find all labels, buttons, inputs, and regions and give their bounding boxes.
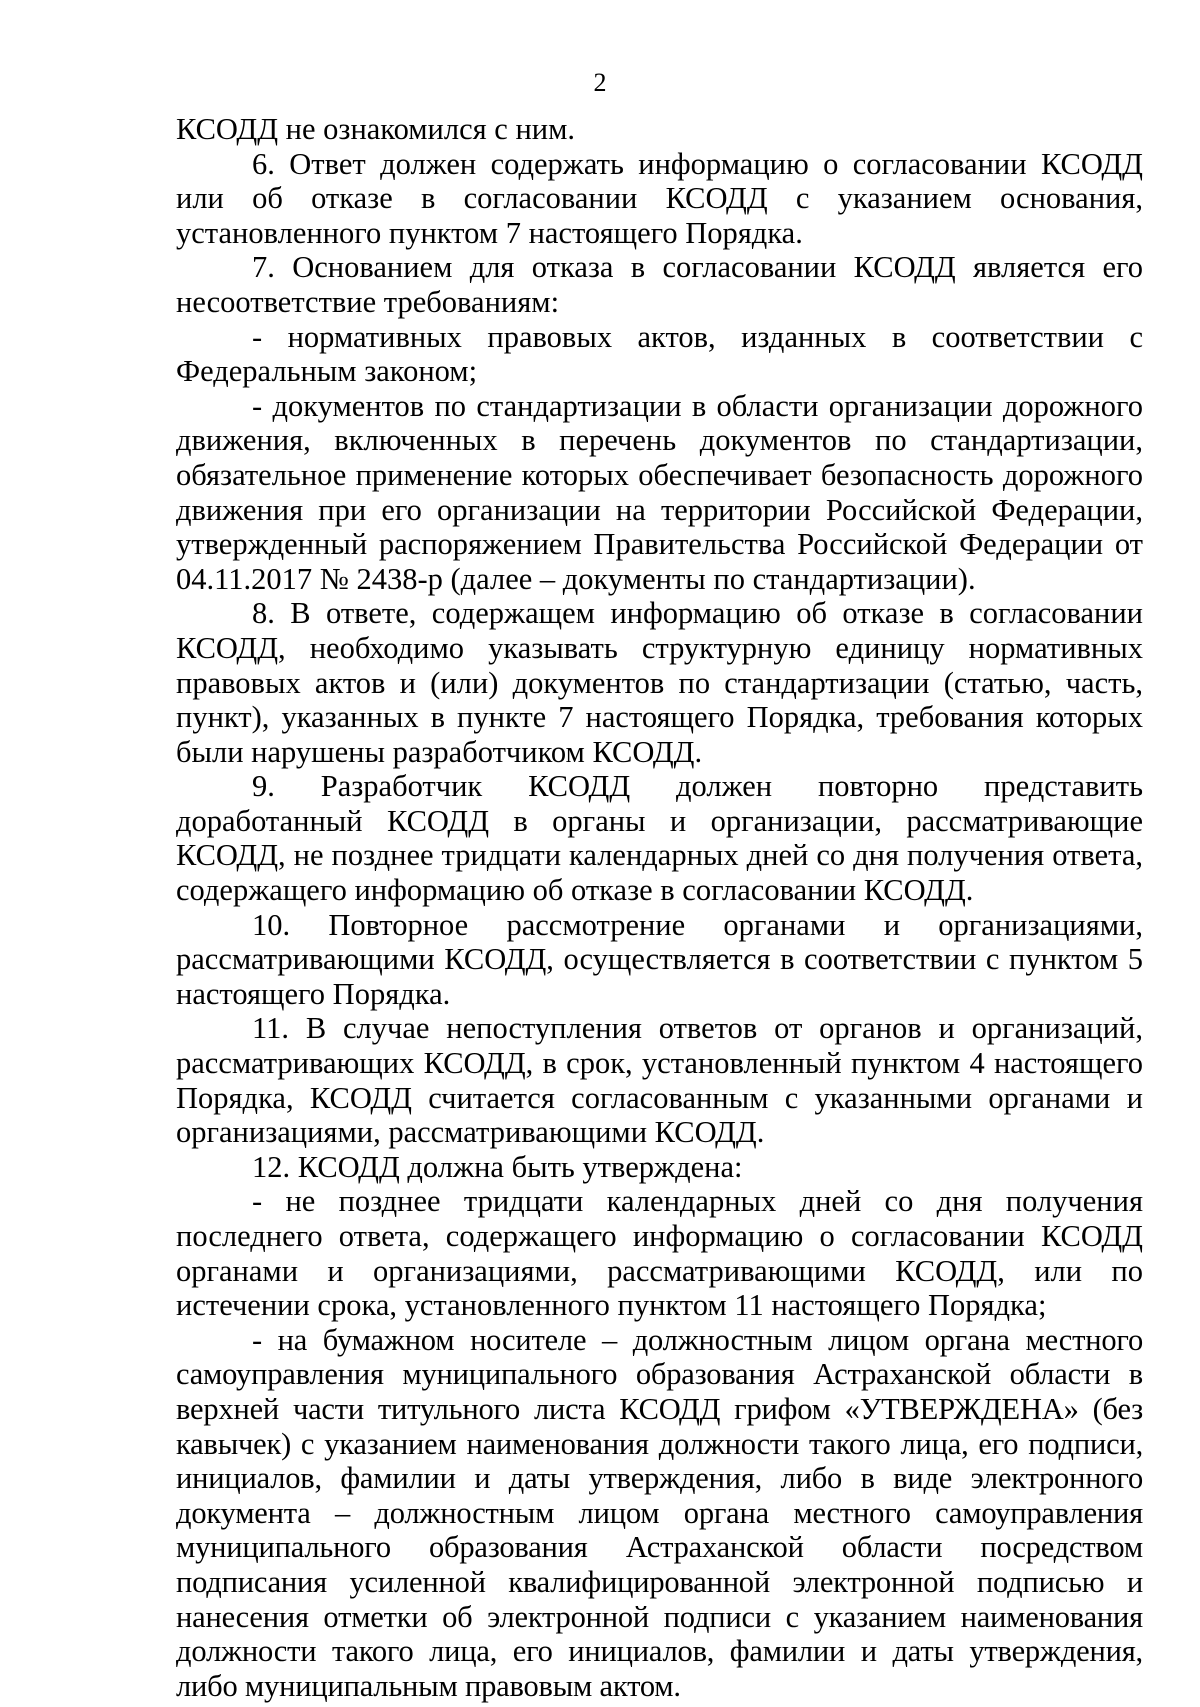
paragraph-item-12-list-2: - на бумажном носителе – должностным лицом органа местного самоуправления муниципального образования Астраханской области в верхней части титульного листа КСОДД грифом «УТВЕРЖДЕНА» (без кавычек) с указанием наименования должности такого лица, его подписи, инициалов, фамилии и даты утверждения, либо в виде электронного документа – должностным лицом органа местного самоуправления муниципального образования Астраханской области посредством подписания усиленной квалифицированной электронной подписью и нанесения отметки об электронной подписи с указанием наименования должности такого лица, его инициалов, фамилии и даты утверждения, либо муниципальным правовым актом.	[176, 1322, 1143, 1703]
paragraph-item-9: 9. Разработчик КСОДД должен повторно представить доработанный КСОДД в органы и организации, рассматривающие КСОДД, не позднее тридцати календарных дней со дня получения ответа, содержащего информацию об отказе в согласовании КСОДД.	[176, 769, 1143, 908]
document-body	[176, 112, 1143, 1703]
paragraph-item-12-list-1: - не позднее тридцати календарных дней со дня получения последнего ответа, содержащего информацию о согласовании КСОДД органами и организациями, рассматривающими КСОДД, или по истечении срока, установленного пунктом 11 настоящего Порядка;	[176, 1184, 1143, 1323]
paragraph-item-7-list-2: - документов по стандартизации в области организации дорожного движения, включенных в перечень документов по стандартизации, обязательное применение которых обеспечивает безопасность дорожного движения при его организации на территории Российской Федерации, утвержденный распоряжением Правительства Российской Федерации от 04.11.2017 № 2438-р (далее – документы по стандартизации).	[176, 388, 1143, 596]
paragraph-item-6: 6. Ответ должен содержать информацию о согласовании КСОДД или об отказе в согласовании КСОДД с указанием основания, установленного пунктом 7 настоящего Порядка.	[176, 146, 1143, 250]
paragraph-item-11: 11. В случае непоступления ответов от органов и организаций, рассматривающих КСОДД, в срок, установленный пунктом 4 настоящего Порядка, КСОДД считается согласованным с указанными органами и организациями, рассматривающими КСОДД.	[176, 1011, 1143, 1150]
paragraph-item-12: 12. КСОДД должна быть утверждена:	[252, 1149, 743, 1184]
paragraph-item-8: 8. В ответе, содержащем информацию об отказе в согласовании КСОДД, необходимо указывать структурную единицу нормативных правовых актов и (или) документов по стандартизации (статью, часть, пункт), указанных в пункте 7 настоящего Порядка, требования которых были нарушены разработчиком КСОДД.	[176, 596, 1143, 769]
page-number: 2	[593, 68, 607, 97]
paragraph-continuation: КСОДД не ознакомился с ним.	[176, 112, 576, 146]
paragraph-item-7-list-1: - нормативных правовых актов, изданных в соответствии с Федеральным законом;	[176, 319, 1143, 389]
paragraph-item-10: 10. Повторное рассмотрение органами и организациями, рассматривающими КСОДД, осуществляется в соответствии с пунктом 5 настоящего Порядка.	[176, 907, 1143, 1011]
paragraph-item-7: 7. Основанием для отказа в согласовании КСОДД является его несоответствие требованиям:	[176, 250, 1143, 319]
